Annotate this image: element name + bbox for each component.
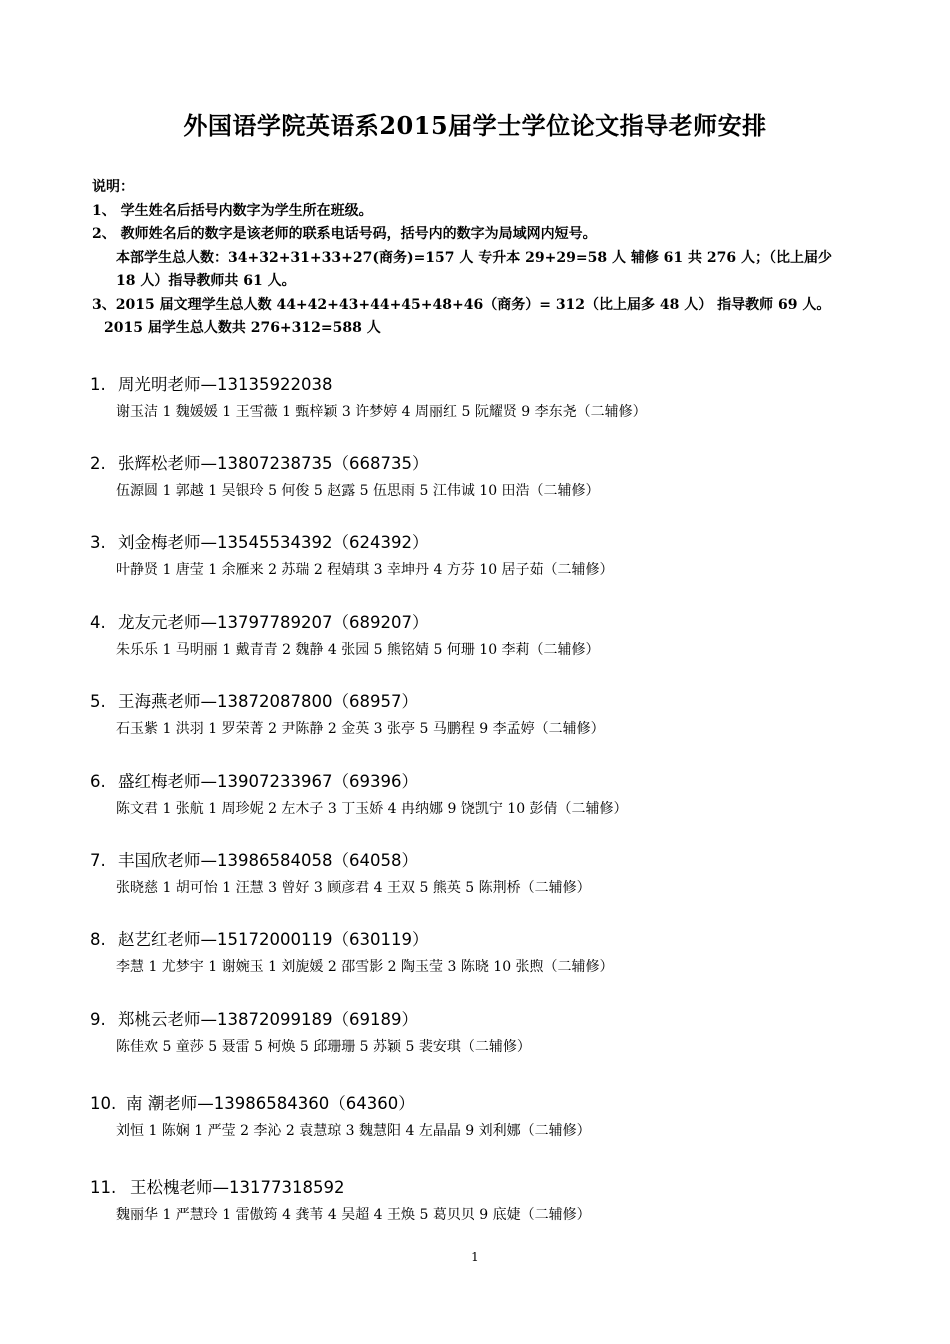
teacher-entry <box>90 850 890 898</box>
teacher-entry <box>90 929 890 977</box>
teacher-heading <box>90 1093 890 1115</box>
teacher-name: 刘金梅老师—13545534392（624392） <box>118 533 429 552</box>
teacher-name: 郑桃云老师—13872099189（69189） <box>118 1010 418 1029</box>
teacher-heading <box>90 691 890 713</box>
teacher-name: 王松槐老师—13177318592 <box>130 1178 345 1197</box>
teacher-entry <box>90 1177 890 1225</box>
teacher-entry <box>90 532 890 580</box>
teacher-heading <box>90 532 890 554</box>
student-list: 魏丽华 1 严慧玲 1 雷傲筠 4 龚苇 4 吴超 4 王焕 5 葛贝贝 9 底婕（二辅修） <box>116 1207 591 1223</box>
teacher-number: 2. <box>90 454 106 473</box>
teacher-number: 11. <box>90 1178 117 1197</box>
teacher-heading <box>90 929 890 951</box>
teacher-number: 6. <box>90 772 106 791</box>
teacher-heading <box>90 612 890 634</box>
note-item: 1、 学生姓名后括号内数字为学生所在班级。 <box>92 202 373 219</box>
teacher-heading <box>90 771 890 793</box>
teacher-number: 9. <box>90 1010 106 1029</box>
teacher-entry <box>90 691 890 739</box>
teacher-number: 4. <box>90 613 106 632</box>
student-list: 谢玉洁 1 魏媛媛 1 王雪薇 1 甄梓颖 3 许梦婷 4 周丽红 5 阮耀贤 9 李东尧（二辅修） <box>116 404 647 420</box>
student-list: 陈文君 1 张航 1 周珍妮 2 左木子 3 丁玉娇 4 冉纳娜 9 饶凯宁 10 彭倩（二辅修） <box>116 801 628 817</box>
teacher-number: 8. <box>90 930 106 949</box>
teacher-entry <box>90 612 890 660</box>
teacher-heading <box>90 374 890 396</box>
teacher-number: 10. <box>90 1094 117 1113</box>
teacher-name: 赵艺红老师—15172000119（630119） <box>118 930 429 949</box>
teacher-name: 南 潮老师—13986584360（64360） <box>126 1094 415 1113</box>
student-list: 叶静贤 1 唐莹 1 余雁来 2 苏瑞 2 程婧琪 3 幸坤丹 4 方芬 10 居子茹（二辅修） <box>116 562 614 578</box>
note-item: 18 人）指导教师共 61 人。 <box>116 273 296 289</box>
page-title: 外国语学院英语系2015届学士学位论文指导老师安排 <box>183 111 767 140</box>
teacher-entry <box>90 374 890 422</box>
student-list: 刘恒 1 陈娴 1 严莹 2 李沁 2 袁慧琼 3 魏慧阳 4 左晶晶 9 刘利娜（二辅修） <box>116 1123 591 1139</box>
teacher-heading <box>90 1177 890 1199</box>
notes-section <box>92 176 872 341</box>
student-list: 石玉紫 1 洪羽 1 罗荣菁 2 尹陈静 2 金英 3 张亭 5 马鹏程 9 李孟婷（二辅修） <box>116 721 605 737</box>
teacher-name: 盛红梅老师—13907233967（69396） <box>118 772 418 791</box>
teacher-number: 5. <box>90 692 106 711</box>
notes-heading: 说明： <box>92 179 134 195</box>
teacher-name: 丰国欣老师—13986584058（64058） <box>118 851 418 870</box>
student-list: 李慧 1 尤梦宇 1 谢婉玉 1 刘旎媛 2 邵雪影 2 陶玉莹 3 陈晓 10 张煦（二辅修） <box>116 959 614 975</box>
teacher-name: 龙友元老师—13797789207（689207） <box>118 613 429 632</box>
teacher-name: 王海燕老师—13872087800（68957） <box>118 692 418 711</box>
teacher-entry <box>90 1009 890 1057</box>
note-item: 2、 教师姓名后的数字是该老师的联系电话号码，括号内的数字为局域网内短号。 <box>92 226 597 242</box>
teacher-heading <box>90 453 890 475</box>
teacher-number: 7. <box>90 851 106 870</box>
student-list: 陈佳欢 5 童莎 5 聂雷 5 柯焕 5 邱珊珊 5 苏颖 5 裴安琪（二辅修） <box>116 1039 531 1055</box>
teacher-number: 1. <box>90 375 106 394</box>
teacher-heading <box>90 1009 890 1031</box>
teacher-entry <box>90 453 890 501</box>
teacher-name: 张辉松老师—13807238735（668735） <box>118 454 429 473</box>
student-list: 张晓慈 1 胡可怡 1 汪慧 3 曾好 3 顾彦君 4 王双 5 熊英 5 陈荆桥（二辅修） <box>116 880 591 896</box>
note-item: 2015 届学生总人数共 276+312=588 人 <box>104 320 381 336</box>
note-item: 3、2015 届文理学生总人数 44+42+43+44+45+48+46（商务）= 312（比上届多 48 人） 指导教师 69 人。 <box>92 296 831 313</box>
teacher-name: 周光明老师—13135922038 <box>118 375 333 394</box>
teacher-entry <box>90 771 890 819</box>
teacher-number: 3. <box>90 533 106 552</box>
student-list: 朱乐乐 1 马明丽 1 戴青青 2 魏静 4 张园 5 熊铭婧 5 何珊 10 李莉（二辅修） <box>116 642 600 658</box>
student-list: 伍源圆 1 郭越 1 吴银玲 5 何俊 5 赵露 5 伍思雨 5 江伟诚 10 田浩（二辅修） <box>116 483 600 499</box>
teacher-entry <box>90 1093 890 1141</box>
teacher-heading <box>90 850 890 872</box>
note-item: 本部学生总人数：34+32+31+33+27(商务)=157 人 专升本 29+29=58 人 辅修 61 共 276 人；（比上届少 <box>116 249 833 266</box>
page-number: 1 <box>471 1250 479 1264</box>
